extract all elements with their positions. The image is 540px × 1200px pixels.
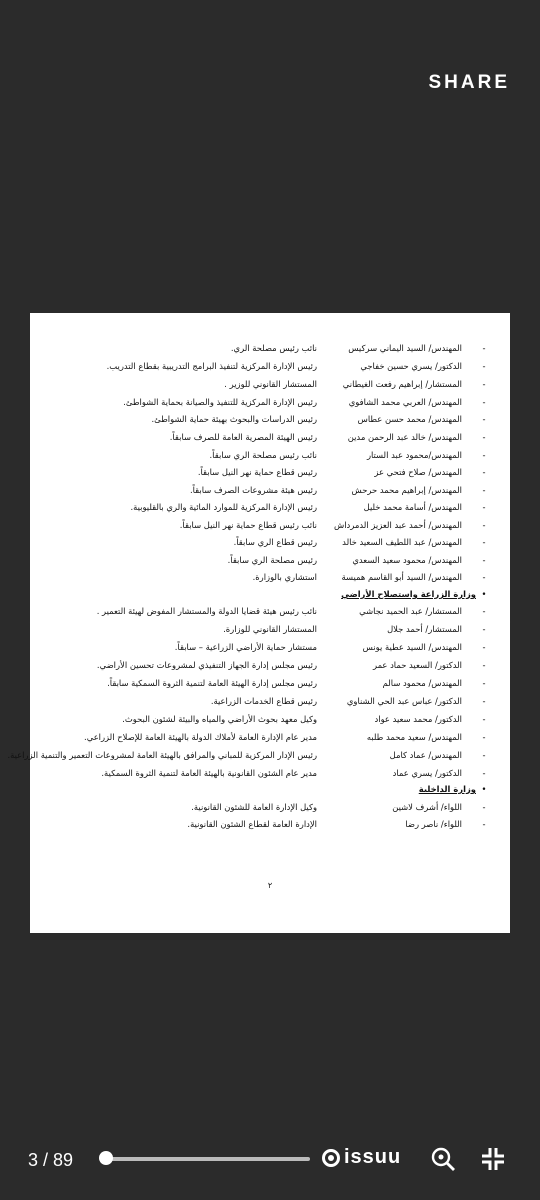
- document-row: [30, 432, 510, 449]
- person-name: الدكتور/ عباس عبد الحي الشناوي: [346, 696, 462, 706]
- person-name: اللواء/ ناصر رضا: [405, 819, 462, 829]
- section-heading-text: وزارة الزراعة واستصلاح الأراضي: [341, 589, 476, 599]
- person-title: نائب رئيس مصلحة الري سابقاً.: [209, 450, 317, 460]
- person-name: المهندس/ سعيد محمد طلبه: [366, 732, 462, 742]
- person-name: اللواء/ أشرف لاشين: [392, 802, 462, 812]
- person-name: المهندس/ السيد اليماني سركيس: [348, 343, 462, 353]
- document-rows: [7, 313, 510, 933]
- bullet: -: [482, 678, 486, 688]
- person-name: المهندس/ محمد حسن عطاس: [357, 414, 462, 424]
- zoom-icon[interactable]: [430, 1146, 456, 1172]
- person-name: المهندس/ السيد أبو القاسم هميسة: [341, 572, 462, 582]
- document-row: [30, 714, 510, 731]
- document-page: [7, 313, 510, 933]
- person-name: المستشار/ عبد الحميد نجاشي: [359, 606, 462, 616]
- person-title: رئيس مجلس إدارة الجهاز التنفيذي لمشروعات تحسين الأراضي.: [96, 660, 317, 670]
- section-heading-text: وزارة الداخلية: [418, 784, 476, 794]
- person-title: رئيس الدراسات والبحوث بهيئة حماية الشواطئ.: [151, 414, 317, 424]
- person-title: رئيس الإدارة المركزية لتنفيذ البرامج التدريبية بقطاع التدريب.: [106, 361, 317, 371]
- document-row: [30, 485, 510, 502]
- bullet: -: [482, 606, 486, 616]
- person-name: المهندس/ أحمد عبد العزيز الدمرداش: [333, 520, 462, 530]
- document-row: [30, 537, 510, 554]
- document-row: [30, 624, 510, 641]
- issuu-logo-icon: [322, 1149, 340, 1167]
- document-row: [30, 502, 510, 519]
- person-title: رئيس هيئة مشروعات الصرف سابقاً.: [189, 485, 317, 495]
- bullet: -: [482, 642, 486, 652]
- bullet: -: [482, 343, 486, 353]
- document-row: [30, 467, 510, 484]
- bullet: -: [482, 397, 486, 407]
- document-row: [30, 660, 510, 677]
- bullet: -: [482, 750, 486, 760]
- bullet: -: [482, 768, 486, 778]
- document-row: [30, 343, 510, 360]
- person-title: مستشار حماية الأراضي الزراعية – سابقاً.: [174, 642, 317, 652]
- bottom-toolbar: [0, 1122, 540, 1200]
- person-title: المستشار القانوني للوزارة.: [223, 624, 317, 634]
- bullet: -: [482, 414, 486, 424]
- person-name: المهندس/ عماد كامل: [389, 750, 462, 760]
- person-name: المهندس/ العربي محمد الشافوي: [348, 397, 462, 407]
- person-name: الدكتور/ محمد سعيد عواد: [374, 714, 462, 724]
- document-row: [30, 379, 510, 396]
- document-row: [30, 555, 510, 572]
- bullet: -: [482, 696, 486, 706]
- person-title: مدير عام الشئون القانونية بالهيئة العامة لتنمية الثروة السمكية.: [101, 768, 317, 778]
- person-title: رئيس قطاع الري سابقاً.: [233, 537, 317, 547]
- person-title: رئيس مصلحة الري سابقاً.: [227, 555, 317, 565]
- bullet: -: [482, 660, 486, 670]
- bullet: -: [482, 450, 486, 460]
- person-title: رئيس مجلس إدارة الهيئة العامة لتنمية الثروة السمكية سابقاً.: [107, 678, 317, 688]
- bullet: -: [482, 555, 486, 565]
- document-row: [30, 642, 510, 659]
- bullet: -: [482, 572, 486, 582]
- person-title: الإدارة العامة لقطاع الشئون القانونية.: [187, 819, 317, 829]
- page-counter: 3 / 89: [28, 1150, 74, 1170]
- bullet: -: [482, 537, 486, 547]
- document-row: [30, 450, 510, 467]
- page-number: ٢: [267, 881, 273, 890]
- document-row: [30, 361, 510, 378]
- bullet: -: [482, 802, 486, 812]
- document-row: [30, 802, 510, 819]
- document-row: [30, 696, 510, 713]
- person-title: استشاري بالوزارة.: [252, 572, 317, 582]
- person-title: وكيل معهد بحوث الأراضي والمياه والبيئة لشئون البحوث.: [122, 714, 317, 724]
- bullet: -: [482, 361, 486, 371]
- person-title: وكيل الإدارة العامة للشئون القانونية.: [191, 802, 317, 812]
- bullet: -: [482, 502, 486, 512]
- bullet: •: [481, 589, 487, 599]
- document-row: [7, 750, 510, 767]
- fullscreen-icon[interactable]: [478, 1144, 508, 1174]
- bullet: -: [482, 379, 486, 389]
- person-name: الدكتور/ يسري عماد: [392, 768, 462, 778]
- person-name: المهندس/ محمود سعيد السعدي: [352, 555, 462, 565]
- bullet: -: [482, 485, 486, 495]
- person-title: مدير عام الإدارة العامة لأملاك الدولة بالهيئة العامة للإصلاح الزراعي.: [84, 732, 317, 742]
- person-title: رئيس الإدارة المركزية للموارد المائية والري بالقليوبية.: [130, 502, 317, 512]
- document-row: [30, 520, 510, 537]
- person-name: المستشار/ أحمد جلال: [387, 624, 462, 634]
- bullet: -: [482, 520, 486, 530]
- person-name: المهندس/ السيد عطية يونس: [362, 642, 462, 652]
- bullet: •: [481, 784, 487, 794]
- document-row: [30, 397, 510, 414]
- person-title: المستشار القانوني للوزير .: [224, 379, 317, 389]
- document-row: [30, 572, 510, 589]
- document-row: [30, 606, 510, 623]
- bullet: -: [482, 432, 486, 442]
- person-name: المهندس/ أسامة محمد خليل: [363, 502, 462, 512]
- section-heading: [30, 784, 510, 801]
- person-title: نائب رئيس قطاع حماية نهر النيل سابقاً.: [179, 520, 317, 530]
- person-name: المهندس/ محمود سالم: [382, 678, 462, 688]
- person-title: نائب رئيس هيئة قضايا الدولة والمستشار المفوض لهيئة التعمير .: [96, 606, 317, 616]
- document-row: [30, 414, 510, 431]
- brand-name: issuu: [344, 1146, 402, 1168]
- person-name: المهندس/محمود عبد الستار: [366, 450, 462, 460]
- person-name: المهندس/ إبراهيم محمد حرحش: [351, 485, 462, 495]
- issuu-logo: [322, 1146, 401, 1169]
- page-slider[interactable]: [100, 1157, 310, 1161]
- document-row: [30, 732, 510, 749]
- person-title: رئيس قطاع الخدمات الزراعية.: [210, 696, 317, 706]
- bullet: -: [482, 624, 486, 634]
- bullet: -: [482, 467, 486, 477]
- person-title: رئيس الإدارة المركزية للتنفيذ والصيانة بحماية الشواطئ.: [123, 397, 317, 407]
- bullet: -: [482, 819, 486, 829]
- bullet: -: [482, 732, 486, 742]
- document-row: [30, 819, 510, 836]
- person-title: رئيس الإدار المركزية للمباني والمرافق بالهيئة العامة لمشروعات التعمير والتنمية الزراعية.: [7, 750, 317, 760]
- person-name: الدكتور/ السعيد حماد عمر: [372, 660, 462, 670]
- person-title: رئيس قطاع حماية نهر النيل سابقاً.: [197, 467, 317, 477]
- person-title: نائب رئيس مصلحة الري.: [230, 343, 317, 353]
- person-title: رئيس الهيئة المصرية العامة للصرف سابقاً.: [169, 432, 317, 442]
- document-row: [30, 678, 510, 695]
- person-name: المهندس/ صلاح فتحي عز: [374, 467, 462, 477]
- bullet: -: [482, 714, 486, 724]
- person-name: المستشار/ إبراهيم رفعت الغيطاني: [342, 379, 462, 389]
- person-name: الدكتور/ يسري حسين خفاجي: [360, 361, 462, 371]
- section-heading: [30, 589, 510, 606]
- document-row: [30, 768, 510, 785]
- share-button[interactable]: SHARE: [428, 72, 510, 93]
- person-name: المهندس/ عبد اللطيف السعيد خالد: [342, 537, 462, 547]
- person-name: المهندس/ خالد عبد الرحمن مدين: [347, 432, 462, 442]
